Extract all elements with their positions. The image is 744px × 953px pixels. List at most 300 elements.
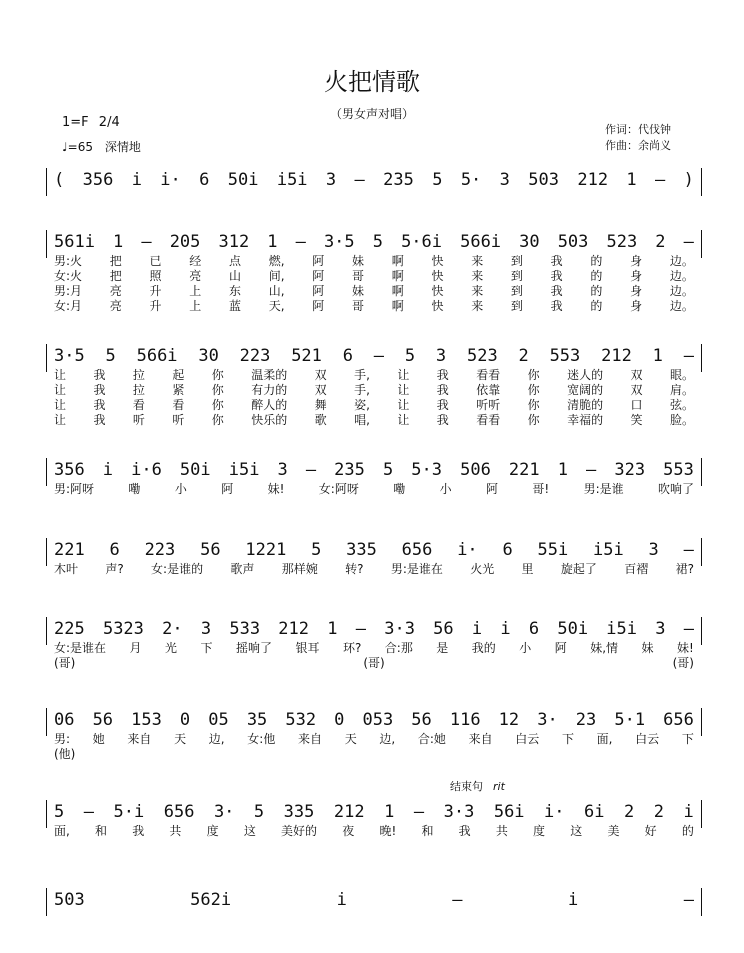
lyric-word: 手, [354,368,370,382]
note-group: 5 [404,346,416,366]
expression-text: 深情地 [104,140,141,154]
note-group: 5·3 [411,460,443,480]
note-group: 225 [54,619,85,639]
note-group: i5i [228,460,260,480]
lyric-word: 我 [132,824,145,838]
note-group: 56i [493,802,525,822]
note-group: – [452,890,463,910]
notes-row [46,458,702,482]
lyricist: 作词：代伐钟 [605,123,671,136]
lyric-word: 你 [211,383,224,397]
lyric-word: 你 [527,383,540,397]
note-group: 235 [383,170,414,190]
note-group: – [413,802,425,822]
notes-row [46,617,702,641]
lyric-word: 女:他 [247,732,276,746]
lyric-word: 到 [510,299,523,313]
note-group: 30 [519,232,540,252]
lyric-word: 亮 [109,299,122,313]
lyric-word: 我 [458,824,471,838]
lyric-word: 温柔的 [251,368,288,382]
note-group: 3 [200,619,212,639]
note-group: 116 [449,710,481,730]
lyric-word: 妹 [641,641,654,655]
lyric-row [46,284,702,299]
note-group: 56 [433,619,454,639]
lyric-row [46,562,702,577]
note-group: 55i [537,540,569,560]
lyric-row [46,413,702,428]
key-label: 1=F [62,115,89,130]
lyric-word: 听 [132,413,145,427]
bar-line [46,344,47,372]
lyric-word: 天, [268,299,285,313]
score-system [46,538,702,577]
note-group: – [683,619,694,639]
note-group: 523 [606,232,638,252]
lyric-word: 阿 [312,254,325,268]
note-group: 3·3 [443,802,475,822]
notes-row [46,888,702,912]
note-group: 5 [311,540,322,560]
note-group: 6 [528,619,540,639]
notes-row [46,230,702,254]
note-group: 153 [131,710,162,730]
note-group: 503 [528,170,559,190]
lyric-word: 下 [561,732,574,746]
note-group: 1 [327,619,338,639]
lyric-word: 眼。 [669,368,694,382]
lyric-word: 她 [92,732,105,746]
lyric-word: 女:火 [54,269,83,283]
lyric-row [46,398,702,413]
lyric-word: 环? [342,641,362,655]
key-signature [62,115,120,130]
lyric-word: 那样婉 [281,562,318,576]
lyric-word: 边。 [669,299,694,313]
bar-line [701,708,702,736]
lyric-word: 男:是谁 [583,482,624,496]
note-group: – [141,232,152,252]
lyric-word: 天 [174,732,187,746]
lyric-word: 亮 [189,269,202,283]
lyric-word: 来自 [468,732,493,746]
lyric-word: 裙? [675,562,694,576]
bar-line [46,800,47,828]
note-group: 1 [384,802,395,822]
lyric-word: 这 [243,824,256,838]
note-group: 3·3 [384,619,415,639]
lyric-word: 快 [431,299,444,313]
lyric-word: 我 [93,383,106,397]
lyric-word: 声? [105,562,124,576]
lyric-word: 嘞 [128,482,141,496]
note-group: 5 [105,346,116,366]
lyric-word: 手, [354,383,370,397]
score-system [46,617,702,671]
lyric-word: 姿, [354,398,370,412]
lyric-word: 已 [149,254,162,268]
score-system [46,780,702,839]
lyric-word: 拉 [132,368,145,382]
composer: 作曲：余尚义 [605,139,671,152]
lyric-word: 夜 [342,824,355,838]
page-title: 火把情歌 [324,68,420,96]
note-group: – [655,170,666,190]
note-group: 56 [411,710,432,730]
lyric-word: 来 [471,284,484,298]
lyric-word: 哥 [351,269,364,283]
note-group: 5·1 [614,710,646,730]
lyric-word: 你 [211,368,224,382]
note-group: – [355,619,366,639]
note-group: 223 [239,346,271,366]
note-group: 212 [333,802,365,822]
note-group: 221 [508,460,540,480]
note-group: 523 [466,346,498,366]
note-group: 3 [648,540,659,560]
lyric-word: 我 [436,383,449,397]
lyric-word: 我 [93,413,106,427]
note-group: 3· [213,802,235,822]
note-group: 506 [460,460,491,480]
lyric-word: 啊 [391,284,404,298]
score-system [46,168,702,192]
lyric-word: 歌 [314,413,327,427]
note-group: 335 [283,802,315,822]
note-group: – [683,540,694,560]
lyric-word: 共 [495,824,508,838]
note-group: 12 [498,710,520,730]
note-group: – [683,890,694,910]
lyric-word: 妹! [267,482,285,496]
note-group: 235 [334,460,365,480]
lyric-word: 度 [533,824,546,838]
lyric-word: 我 [93,398,106,412]
lyric-row [46,383,702,398]
lyric-word: 把 [109,254,122,268]
quarter-note-icon: ♩ [62,140,68,154]
note-group: 212 [278,619,310,639]
note-group: i· [544,802,565,822]
lyric-row [46,254,702,269]
lyric-word: 面, [596,732,613,746]
lyric-word: 小 [174,482,187,496]
lyric-word: 亮 [109,284,122,298]
lyric-word: 的 [590,284,603,298]
lyric-word: (哥) [54,656,76,670]
lyric-word: 妹! [677,641,694,655]
note-group: i [471,619,483,639]
note-group: 356 [54,460,85,480]
note-group: i·6 [131,460,162,480]
note-group: 053 [362,710,394,730]
lyric-word: 我的 [471,641,496,655]
note-group: – [683,232,694,252]
lyric-row [46,656,702,671]
lyric-word: 蓝 [228,299,241,313]
note-group: 2· [162,619,183,639]
lyric-word: 你 [211,398,224,412]
lyric-word: 依靠 [476,383,501,397]
note-group: 6 [502,540,513,560]
lyric-word: 我 [550,299,563,313]
note-group: 06 [54,710,75,730]
lyric-word: 小 [519,641,532,655]
lyric-word: 里 [521,562,534,576]
lyric-word: 女:是谁在 [54,641,107,655]
lyric-word: 上 [189,284,202,298]
note-group: ) [683,170,694,190]
lyric-word: 边, [379,732,396,746]
lyric-word: 面, [54,824,70,838]
notes-row [46,538,702,562]
note-group: i [683,802,694,822]
score-system [46,888,702,912]
note-group: 56 [92,710,114,730]
lyric-word: 火光 [470,562,495,576]
lyric-word: 妹 [351,284,364,298]
lyric-word: 的 [590,269,603,283]
note-group: 3·5 [323,232,355,252]
lyric-row [46,732,702,747]
lyric-word: 歌声 [230,562,255,576]
note-group: 5 [253,802,265,822]
note-group: 312 [218,232,250,252]
lyric-word: 来 [471,269,484,283]
lyric-word: 迷人的 [567,368,604,382]
note-group: 1 [557,460,568,480]
lyric-word: 月 [129,641,142,655]
note-group: 503 [54,890,85,910]
note-group: ( [54,170,65,190]
lyric-word: 我 [436,398,449,412]
lyric-word: 双 [314,383,327,397]
lyric-word: 光 [165,641,178,655]
lyric-word: 啊 [391,299,404,313]
lyric-word: 快 [431,254,444,268]
lyric-word: (哥) [672,656,694,670]
note-group: 5 [382,460,394,480]
credits [605,122,671,154]
lyric-word: 的 [590,299,603,313]
lyric-row [46,824,702,839]
lyric-word: 让 [397,398,410,412]
note-group: 503 [557,232,589,252]
lyric-word: 肩。 [669,383,694,397]
lyric-word: 点 [228,254,241,268]
note-group: 212 [577,170,609,190]
note-group: i [500,619,511,639]
lyric-word: 边, [208,732,225,746]
note-group: 56 [200,540,221,560]
lyric-word: 来自 [298,732,323,746]
lyric-word: 男:是谁在 [390,562,443,576]
lyric-word: 银耳 [295,641,320,655]
lyric-word: (他) [54,747,76,761]
lyric-word: 的 [590,254,603,268]
notes-row [46,344,702,368]
lyric-word: 让 [397,413,410,427]
note-group: – [83,802,94,822]
note-group: 566i [136,346,178,366]
note-group: – [586,460,597,480]
lyric-word: 到 [510,284,523,298]
lyric-row [46,368,702,383]
note-group: 35 [246,710,268,730]
lyric-word: 的 [681,824,694,838]
bar-line [701,168,702,196]
note-group: 6 [199,170,210,190]
lyric-word: 你 [527,398,540,412]
lyric-word: 幸福的 [567,413,604,427]
lyric-word: 让 [54,368,67,382]
bar-line [701,617,702,645]
note-group: 5·6i [401,232,443,252]
lyric-word: 合:那 [384,641,413,655]
note-group: 2 [624,802,635,822]
tempo-marking [62,138,141,155]
lyric-word: 阿 [312,284,325,298]
lyric-word: 阿 [221,482,234,496]
bar-line [701,538,702,566]
note-group: i [102,460,114,480]
lyric-word: 这 [570,824,583,838]
note-group: 6i [584,802,605,822]
lyric-word: 燃, [268,254,285,268]
time-signature: 2/4 [98,115,120,130]
note-group: 223 [144,540,176,560]
lyric-word: 升 [149,284,162,298]
lyric-word: 下 [681,732,694,746]
note-group: 356 [82,170,114,190]
note-group: 50i [557,619,589,639]
note-group: 05 [208,710,229,730]
lyric-row [46,747,702,762]
note-group: 6 [109,540,120,560]
lyric-word: 天 [344,732,357,746]
lyric-word: 身 [630,269,643,283]
lyric-word: 听 [172,413,185,427]
lyric-word: 身 [630,299,643,313]
note-group: 566i [460,232,502,252]
bar-line [46,458,47,486]
lyric-word: 把 [109,269,122,283]
note-group: 5 [432,170,443,190]
lyric-word: 我 [436,413,449,427]
lyric-word: 我 [550,269,563,283]
note-group: 212 [601,346,632,366]
lyric-row [46,299,702,314]
lyric-word: 阿 [554,641,567,655]
lyric-word: 吹响了 [657,482,694,496]
note-group: 656 [401,540,433,560]
lyric-word: 合:她 [417,732,446,746]
lyric-word: 男:阿呀 [54,482,95,496]
note-group: 1 [267,232,278,252]
lyric-word: 白云 [635,732,660,746]
lyric-word: 妹,情 [590,641,619,655]
note-group: 3 [325,170,337,190]
note-group: i· [457,540,478,560]
score-system [46,458,702,497]
note-group: 532 [285,710,317,730]
lyric-word: 双 [630,383,643,397]
lyric-word: 来自 [127,732,152,746]
note-group: 562i [190,890,232,910]
lyric-word: 山, [268,284,285,298]
lyric-word: (哥) [363,656,385,670]
lyric-word: 女:是谁的 [151,562,204,576]
note-group: 3·5 [54,346,85,366]
note-group: 561i [54,232,95,252]
lyric-word: 女:月 [54,299,83,313]
note-group: 533 [229,619,261,639]
lyric-word: 有力的 [251,383,288,397]
lyric-word: 我 [93,368,106,382]
lyric-word: 我 [550,284,563,298]
lyric-word: 和 [421,824,434,838]
note-group: 50i [227,170,259,190]
lyric-word: 让 [397,368,410,382]
bar-line [46,708,47,736]
note-group: i5i [276,170,308,190]
lyric-word: 你 [527,368,540,382]
note-group: 323 [614,460,646,480]
lyric-word: 我 [550,254,563,268]
lyric-word: 醉人的 [251,398,288,412]
lyric-word: 边。 [669,284,694,298]
lyric-word: 唱, [354,413,370,427]
lyric-word: 是 [436,641,449,655]
lyric-word: 脸。 [669,413,694,427]
note-group: 23 [575,710,597,730]
score-system [46,708,702,762]
note-group: 553 [663,460,694,480]
lyric-word: 东 [228,284,241,298]
lyric-word: 阿 [312,299,325,313]
bar-line [701,888,702,916]
lyric-word: 你 [527,413,540,427]
note-group: – [373,346,385,366]
bar-line [701,800,702,828]
lyric-word: 和 [95,824,108,838]
note-group: 3 [277,460,288,480]
notes-row [46,708,702,732]
lyric-word: 好 [644,824,657,838]
note-group: 50i [179,460,211,480]
lyric-word: 共 [169,824,182,838]
lyric-word: 拉 [132,383,145,397]
note-group: 221 [54,540,85,560]
lyric-word: 阿 [312,269,325,283]
lyric-word: 让 [54,383,67,397]
lyric-word: 听听 [476,398,501,412]
note-group: 521 [291,346,322,366]
tempo-value: =65 [67,140,93,154]
bar-line [46,230,47,258]
note-group: i5i [606,619,638,639]
note-group: 335 [346,540,377,560]
lyric-word: 口 [630,398,643,412]
lyric-word: 哥 [351,299,364,313]
lyric-word: 阿 [485,482,498,496]
note-group: – [354,170,365,190]
note-group: 1 [113,232,124,252]
lyric-word: 弦。 [669,398,694,412]
note-group: 5·i [113,802,145,822]
lyric-word: 我 [436,368,449,382]
